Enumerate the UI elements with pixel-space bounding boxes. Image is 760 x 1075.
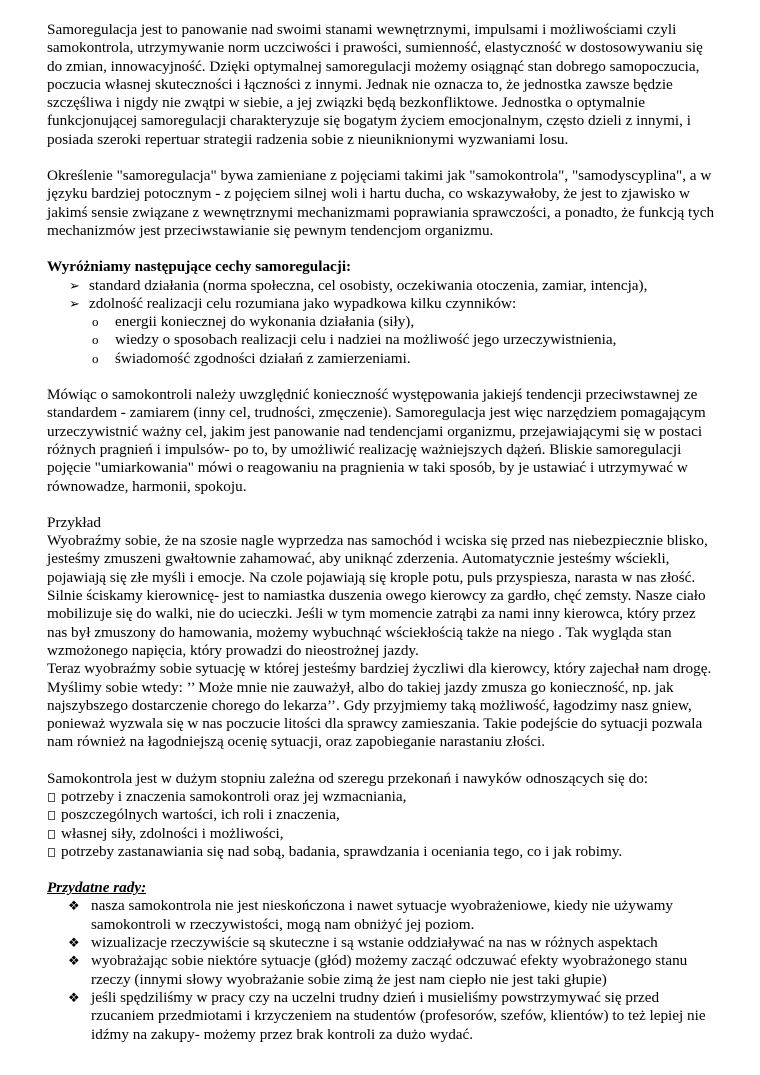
example-text-1: Wyobraźmy sobie, że na szosie nagle wyprzedza nas samochód i wciska się przed nas niebezpiecznie blisko, jesteśmy zmuszeni gwałtownie zahamować, aby uniknąć zderzenia. Automatycznie jesteśmy wściekli, pojawiają się złe myśli i emocje. Na czole pojawiają się krople potu, puls przyspiesza, narasta w nas złość. Silnie ściskamy kierownicę- jest to namiastka duszenia owego kierowcy za gardło, chęć zemsty. Nasze ciało mobilizuje się do walki, nie do ucieczki. Jeśli w tym momencie zatrąbi za nami inny kierowca, który przez nas był zmuszony do hamowania, możemy wybuchnąć wściekłością także na niego . Tak wygląda stan wzmożonego napięcia, który prowadzi do nieostrożnej jazdy.: [47, 532, 708, 659]
diamond-bullet-icon: ❖: [68, 935, 80, 951]
beliefs-intro: Samokontrola jest w dużym stopniu zależna od szeregu przekonań i nawyków odnoszących się do:: [47, 769, 649, 787]
box-bullet-icon: [48, 848, 55, 857]
example-label: Przykład: [47, 513, 101, 531]
circle-bullet-icon: o: [92, 332, 99, 348]
arrow-bullet-icon: ➢: [69, 277, 80, 293]
document-page: [47, 21, 715, 1044]
features-heading: Wyróżniamy następujące cechy samoregulacji:: [47, 258, 352, 276]
diamond-bullet-icon: ❖: [68, 898, 80, 914]
list-item: poszczególnych wartości, ich roli i znaczenia,: [47, 806, 715, 824]
box-bullet-icon: [48, 830, 55, 839]
circle-bullet-icon: o: [92, 314, 99, 330]
beliefs-list: [47, 788, 715, 861]
list-item: ❖ wizualizacje rzeczywiście są skuteczne i są wstanie oddziaływać na nas w różnych aspektach: [68, 934, 658, 952]
diamond-bullet-icon: ❖: [68, 989, 80, 1005]
arrow-bullet-icon: ➢: [69, 295, 80, 311]
circle-bullet-icon: o: [92, 350, 99, 366]
tips-list: [47, 897, 715, 1043]
list-item: potrzeby i znaczenia samokontroli oraz jej wzmacniania,: [47, 788, 715, 806]
list-item: ➢ zdolność realizacji celu rozumiana jako wypadkowa kilku czynników:: [69, 294, 517, 312]
features-list: [47, 277, 715, 368]
sub-list-item: o świadomość zgodności działań z zamierzeniami.: [92, 349, 411, 367]
list-item: własnej siły, zdolności i możliwości,: [47, 825, 715, 843]
intro-paragraph: Samoregulacja jest to panowanie nad swoimi stanami wewnętrznymi, impulsami i możliwościami czyli samokontrola, utrzymywanie norm uczciwości i prawości, sumienność, elastyczność w dostosowywaniu się do zmian, innowacyjność. Dzięki optymalnej samoregulacji możemy osiągnąć stan dobrego samopoczucia, poczucia własnej skuteczności i łączności z innymi. Jednak nie oznacza to, że jednostka zawsze będzie szczęśliwa i nigdy nie zwątpi w siebie, a jej związki będą bezkonfliktowe. Jednostka o optymalnie funkcjonującej samoregulacji charakteryzuje się bogatym życiem emocjonalnym, często dzieli z innymi, i posiada szeroki repertuar strategii radzenia sobie z nieuniknionymi wyzwaniami losu.: [47, 21, 703, 148]
diamond-bullet-icon: ❖: [68, 953, 80, 969]
list-item: ❖ nasza samokontrola nie jest nieskończona i nawet sytuacje wyobrażeniowe, kiedy nie używamy samokontroli w rzeczywistości, mogą nam obniżyć jej poziom.: [68, 897, 673, 933]
terminology-paragraph: Określenie "samoregulacja" bywa zamieniane z pojęciami takimi jak "samokontrola", "samodyscyplina", a w języku bardziej potocznym - z pojęciem silnej woli i hartu ducha, co wskazywałoby, że jest to zjawisko w jakimś sensie związane z wewnętrznymi mechanizmami poprawiania sprawczości, a ponadto, że funkcją tych mechanizmów jest przeciwstawianie się pewnym tendencjom organizmu.: [47, 167, 715, 239]
list-item: potrzeby zastanawiania się nad sobą, badania, sprawdzania i oceniania tego, co i jak robimy.: [47, 843, 715, 861]
box-bullet-icon: [48, 793, 55, 802]
sub-list-item: o wiedzy o sposobach realizacji celu i nadziei na możliwość jego urzeczywistnienia,: [92, 331, 617, 349]
example-text-2: Teraz wyobraźmy sobie sytuację w której jesteśmy bardziej życzliwi dla kierowcy, który zajechał nam drogę. Myślimy sobie wtedy: ’’ Może mnie nie zauważył, albo do takiej jazdy zmusza go konieczność, np. jak najszybszego dostarczenie chorego do lekarza’’. Gdy przyjmiemy taką możliwość, łagodzimy nasz gniew, ponieważ wyzwala się w nas poczucie litości dla sprawcy zamieszania. Takie podejście do sytuacji pozwala nam również na łagodniejszą ocenię sytuacji, oraz zapobieganie narastaniu złości.: [47, 660, 712, 751]
list-item: ❖ jeśli spędziliśmy w pracy czy na uczelni trudny dzień i musieliśmy powstrzymywać się przed rzucaniem przedmiotami i krzyczeniem na studentów (profesorów, szefów, klientów) to też lepiej nie idźmy na zakupy- możemy przez brak kontroli za dużo wydać.: [68, 988, 706, 1043]
tips-heading: Przydatne rady:: [47, 879, 147, 897]
box-bullet-icon: [48, 811, 55, 820]
list-item: ➢ standard działania (norma społeczna, cel osobisty, oczekiwania otoczenia, zamiar, intencja),: [69, 276, 648, 294]
self-control-paragraph: Mówiąc o samokontroli należy uwzględnić konieczność występowania jakiejś tendencji przeciwstawnej ze standardem - zamiarem (inny cel, trudności, zmęczenie). Samoregulacja jest więc narzędziem pomagającym urzeczywistnić ważny cel, jakim jest panowanie nad tendencjami organizmu, przejawiającymi się w postaci różnych pragnień i impulsów- po to, by umożliwić realizację ważniejszych dążeń. Bliskie samoregulacji pojęcie "umiarkowania" mówi o reagowaniu na pragnienia w taki sposób, by je ustawiać i utrzymywać w równowadze, harmonii, spokoju.: [47, 386, 706, 495]
list-item: ❖ wyobrażając sobie niektóre sytuacje (głód) możemy zacząć odczuwać efekty wyobrażonego stanu rzeczy (innymi słowy wyobrażanie sobie zimą że jest nam ciepło nie jest taki głupie): [68, 952, 688, 988]
sub-list-item: o energii koniecznej do wykonania działania (siły),: [92, 313, 415, 331]
